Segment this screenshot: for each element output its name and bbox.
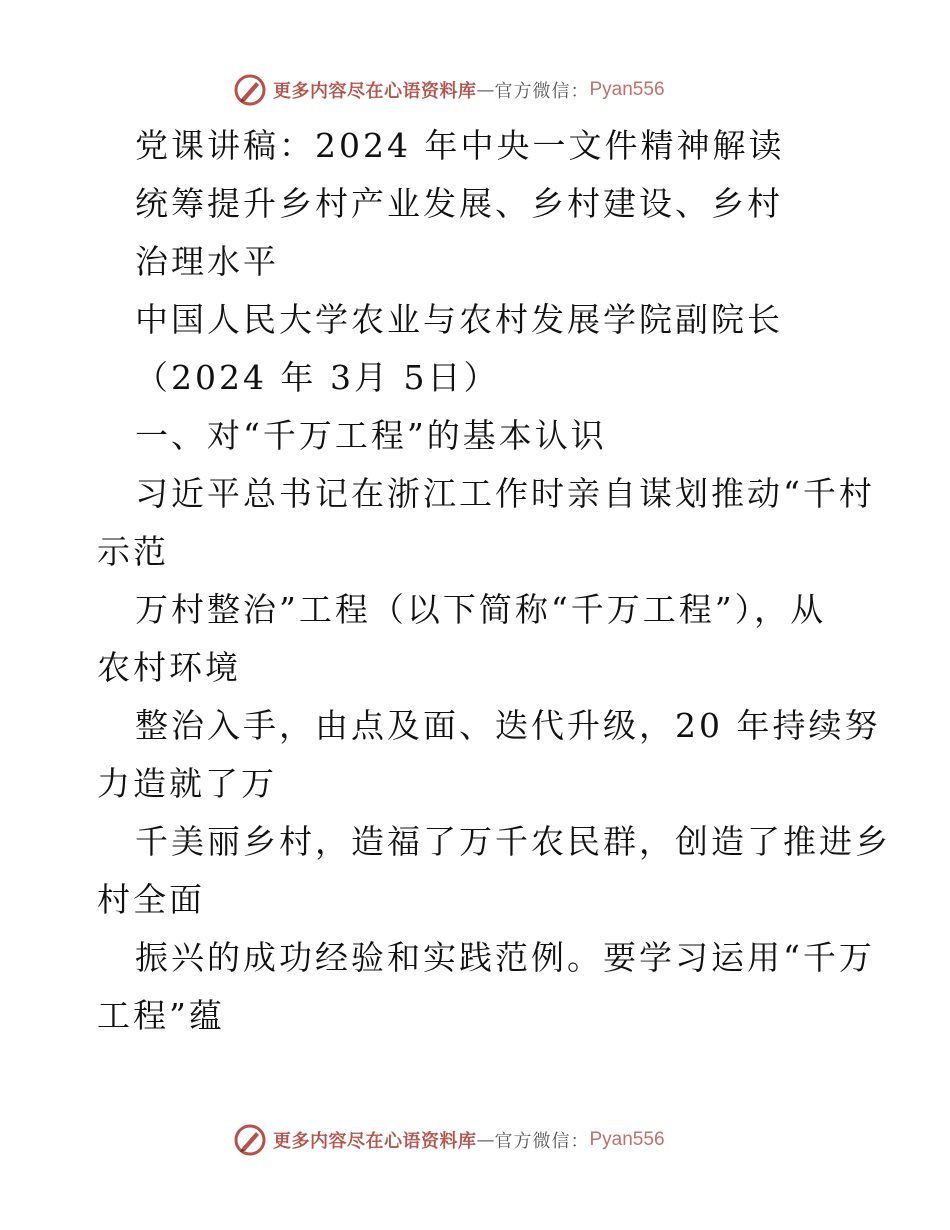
- pen-logo-icon: [233, 1123, 267, 1157]
- paragraph-line: 力造就了万: [97, 764, 277, 803]
- watermark-dash: —: [476, 79, 495, 101]
- watermark-site-text: 更多内容尽在心语资料库: [273, 1131, 477, 1152]
- paragraph-line: 千美丽乡村，造福了万千农民群，创造了推进乡: [135, 822, 891, 861]
- watermark-id: Pyan556: [589, 1129, 665, 1150]
- section-heading: 一、对“千万工程”的基本认识: [135, 416, 607, 455]
- paragraph-line: 工程”蕴: [97, 996, 225, 1035]
- watermark-dash: —: [476, 1129, 495, 1151]
- header-watermark: [233, 72, 665, 108]
- watermark-label: 官方微信：: [494, 1131, 590, 1152]
- author-affiliation: 中国人民大学农业与农村发展学院副院长: [135, 300, 783, 339]
- paragraph-line: 村全面: [97, 880, 205, 919]
- paragraph-line: 整治入手，由点及面、迭代升级，20 年持续努: [135, 706, 881, 745]
- doc-title-line-3: 治理水平: [135, 242, 279, 281]
- footer-watermark: [233, 1122, 665, 1158]
- watermark-id: Pyan556: [589, 79, 665, 100]
- paragraph-line: 农村环境: [97, 648, 241, 687]
- doc-title-line-1: 党课讲稿：2024 年中央一文件精神解读: [135, 126, 785, 165]
- paragraph-line: 示范: [97, 532, 169, 571]
- paragraph-line: 振兴的成功经验和实践范例。要学习运用“千万: [135, 938, 875, 977]
- paragraph-line: 万村整治”工程（以下简称“千万工程”），从: [135, 590, 827, 629]
- watermark-site-text: 更多内容尽在心语资料库: [273, 81, 477, 102]
- doc-date: （2024 年 3月 5日）: [135, 358, 500, 397]
- doc-title-line-2: 统筹提升乡村产业发展、乡村建设、乡村: [135, 184, 783, 223]
- watermark-label: 官方微信：: [494, 81, 590, 102]
- paragraph-line: 习近平总书记在浙江工作时亲自谋划推动“千村: [135, 474, 875, 513]
- pen-logo-icon: [233, 73, 267, 107]
